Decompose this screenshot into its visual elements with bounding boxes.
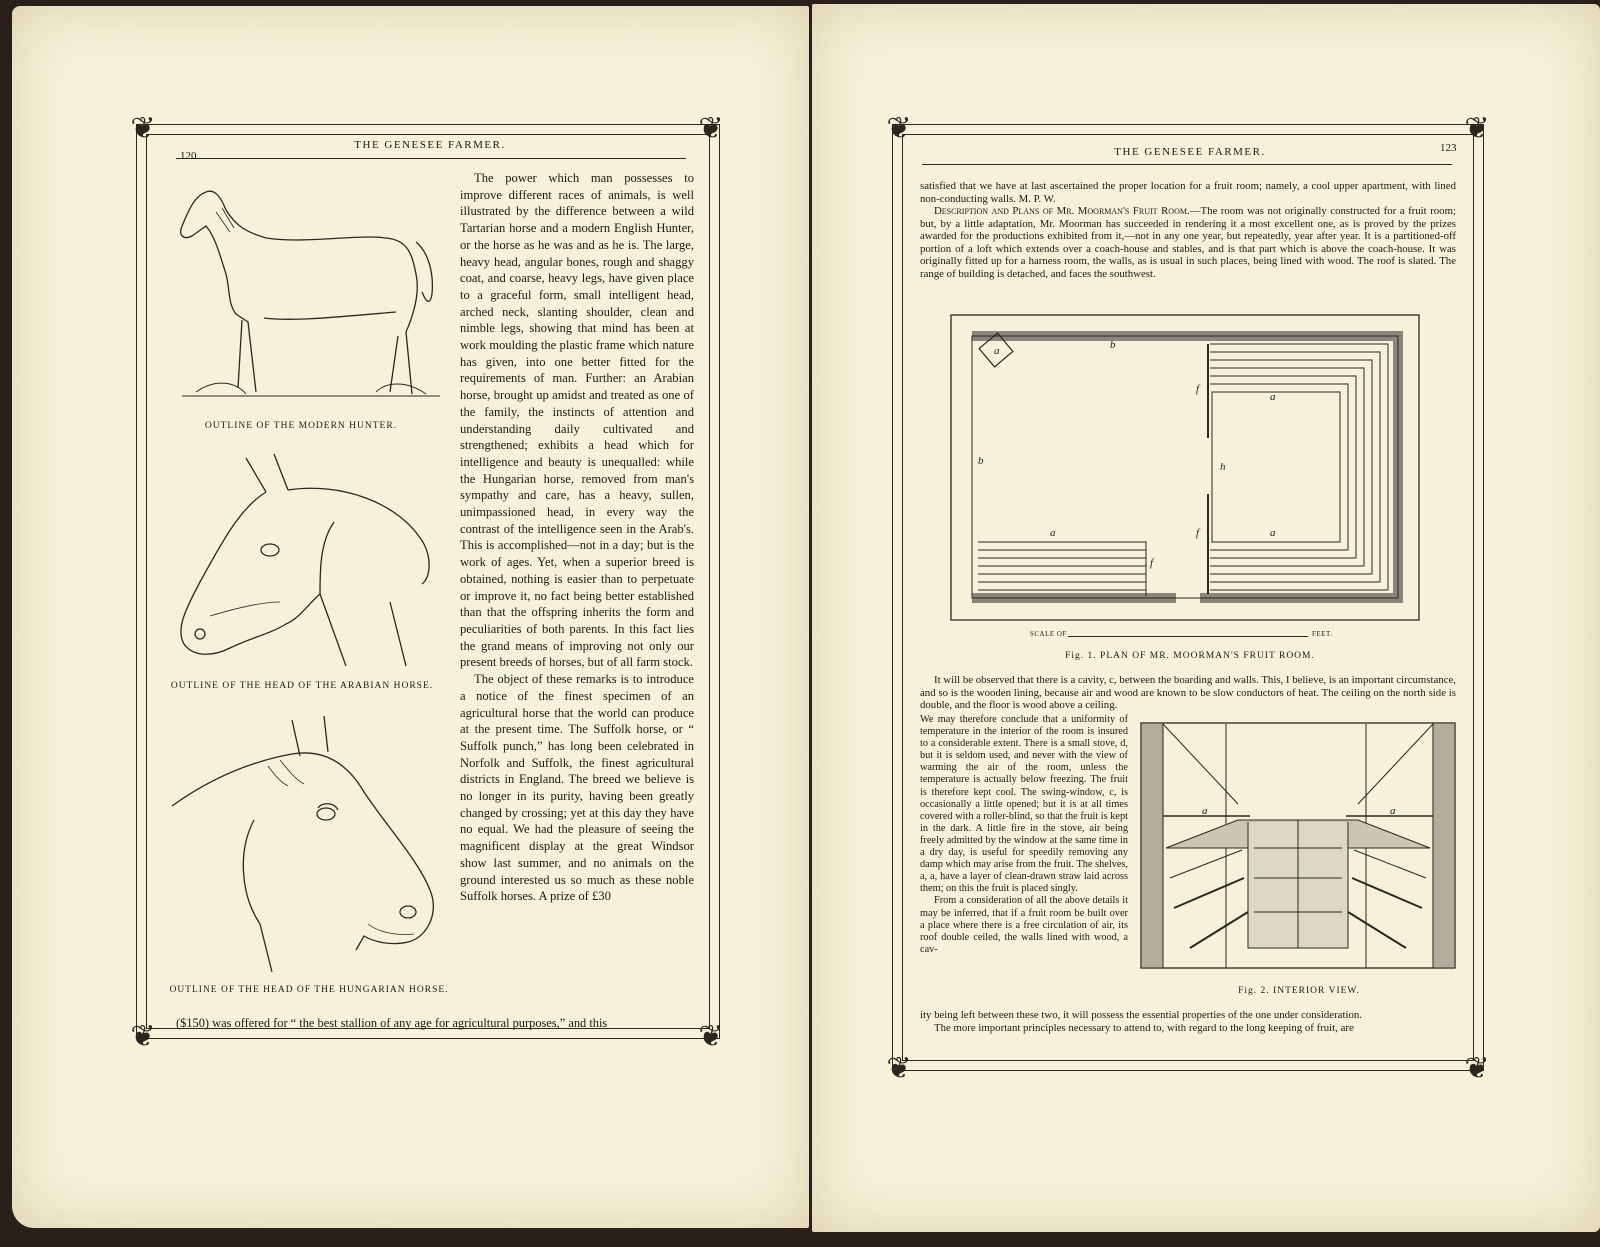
ornament-corner-icon: ❦ [130, 112, 156, 145]
text-column-left [460, 170, 694, 905]
plan-label: f [1150, 557, 1154, 569]
header-rule [176, 158, 686, 159]
interior-label: a [1202, 805, 1208, 817]
scale-feet-label: FEET. [1312, 630, 1333, 638]
paragraph-cavity [920, 674, 1456, 712]
arabian-head-illustration [170, 452, 440, 667]
description-heading: Description and Plans of Mr. Moorman's Fruit Room. [934, 205, 1190, 217]
interior-view-figure [1140, 722, 1458, 970]
fruit-room-plan-figure [950, 314, 1422, 626]
hungarian-head-illustration [168, 710, 444, 975]
intro-text: satisfied that we have at last ascertained the proper location for a fruit room; namely, a cool upper apartment, with lined non-conducting walls. M. P. W. [920, 180, 1456, 205]
description-text: —The room was not originally constructed for a fruit room; but, by a little adaptation, Mr. Moorman has succeeded in rendering it a most excellent one, as is proved by the prizes awarded for the productions exhibited from it,—not in any one year, but repeatedly, year after year. It is a partitioned-off portion of a loft which extends over a coach-house and stables, and is that part which is above the coach-house. It was originally fitted up for a harness room, the walls, as is usual in such places, being lined with wood. The roof is slated. The range of building is detached, and faces the southwest. [920, 205, 1456, 280]
ornament-corner-icon: ❦ [1464, 1052, 1490, 1085]
scale-bar [1068, 636, 1308, 637]
running-header: THE GENESEE FARMER. [354, 139, 506, 151]
plan-label: b [1110, 339, 1116, 351]
paragraph: The object of these remarks is to introduce a notice of the finest specimen of an agricultural horse that the world can produce at the present time. The Suffolk horse, or “ Suffolk punch,” has long been celebrated in Norfolk and Suffolk, the finest agricultural districts in England. The breed we believe is no longer in its purity, having been greatly changed by crossing; yet at this day they have no equal. We had the pleasure of seeing the magnificent display at the great Windsor show last summer, and no animals on the ground interested us so much as these noble Suffolk horses. A prize of £30 [460, 672, 694, 904]
running-header: THE GENESEE FARMER. [1114, 146, 1266, 158]
ornament-corner-icon: ❦ [698, 1020, 724, 1053]
fig1-caption: Fig. 1. PLAN OF MR. MOORMAN'S FRUIT ROOM. [1065, 651, 1315, 661]
page-number: 120 [180, 150, 197, 162]
text-block-closing [920, 1009, 1456, 1034]
caption-hungarian: OUTLINE OF THE HEAD OF THE HUNGARIAN HORSE. [169, 985, 449, 995]
ornament-corner-icon: ❦ [1464, 112, 1490, 145]
interior-label: a [1390, 805, 1396, 817]
text-column-narrow [920, 714, 1128, 956]
plan-label: h [1220, 461, 1226, 473]
paragraph: The power which man possesses to improve different races of animals, is well illustrated by the difference between a wild Tartarian horse and a modern English Hunter, or the horse as he was and as he is. The large, heavy head, angular bones, rough and shaggy coat, and coarse, heavy legs, have given place to a graceful form, small intelligent head, arched neck, slanting shoulder, clean and nimble legs, showing that mind has been at work moulding the plastic frame which nature has given, into one better fitted for the requirements of man. Further: an Arabian horse, brought up amidst and treated as one of the family, the instincts of attention and understanding daily cultivated and strengthened; exhibits a head which for intelligence and beauty is unequalled: while the Hungarian horse, removed from man's sympathy and care, has a heavy, sullen, unimpassioned head, in every way the contrast of the intelligence seen in the Arab's. This is accomplished—not in a day; but is the work of ages. Yet, when a superior breed is obtained, nothing is easier than to perpetuate or improve it, no fact being better established than that the offspring inherits the form and peculiarities of both parents. In this fact lies the grand means of improving not only our present breeds of horses, but of all farm stock. [460, 171, 694, 670]
paragraph: From a consideration of all the above details it may be inferred, that if a fruit room be built over a place where there is a free circulation of air, its roof double ceiled, the walls lined with wood, a cav- [920, 895, 1128, 955]
caption-arabian: OUTLINE OF THE HEAD OF THE ARABIAN HORSE. [170, 681, 434, 691]
paragraph: We may therefore conclude that a uniformity of temperature in the interior of the room is insured to a considerable extent. There is a small stove, d, but it is seldom used, and never with the view of warming the air of the room, unless the temperature is actually below freezing. The fruit is therefore kept cool. The swing-window, c, is occasionally a little opened; but it is at all times covered with a roller-blind, so that the fruit is kept in the dark. A little fire in the stove, air being freely admitted by the window at the same time in a dry day, is useful for speedily removing any damp which may arise from the fruit. The shelves, a, a, have a layer of clean-drawn straw laid across them; on this the fruit is placed singly. [920, 714, 1128, 895]
text-block-intro [920, 180, 1456, 280]
ornament-corner-icon: ❦ [698, 112, 724, 145]
plan-label: a [1270, 527, 1276, 539]
plan-label: a [994, 345, 1000, 357]
fig2-caption: Fig. 2. INTERIOR VIEW. [1238, 986, 1360, 996]
scale-label: SCALE OF [1030, 630, 1067, 638]
paragraph: The more important principles necessary to attend to, with regard to the long keeping of fruit, are [934, 1021, 1354, 1034]
ornament-corner-icon: ❦ [130, 1020, 156, 1053]
ornament-corner-icon: ❦ [886, 1052, 912, 1085]
ornament-corner-icon: ❦ [886, 112, 912, 145]
modern-hunter-illustration [176, 182, 446, 412]
plan-label: a [1050, 527, 1056, 539]
header-rule [922, 164, 1452, 165]
description-paragraph [920, 205, 1456, 280]
page-number: 123 [1440, 142, 1457, 154]
plan-label: f [1196, 527, 1200, 539]
caption-hunter: OUTLINE OF THE MODERN HUNTER. [204, 421, 398, 431]
plan-label: b [978, 455, 984, 467]
paragraph: ity being left between these two, it will possess the essential properties of the one under consideration. [920, 1009, 1362, 1021]
paragraph: It will be observed that there is a cavity, c, between the boarding and walls. This, I believe, is an important circumstance, and so is the wooden lining, because air and wood are known to be slow conductors of heat. The ceiling on the north side is double, and the floor is wood above a ceiling. [920, 674, 1456, 711]
bottom-line: ($150) was offered for “ the best stallion of any age for agricultural purposes,” and this [176, 1016, 608, 1030]
plan-label: f [1196, 383, 1200, 395]
plan-label: a [1270, 391, 1276, 403]
